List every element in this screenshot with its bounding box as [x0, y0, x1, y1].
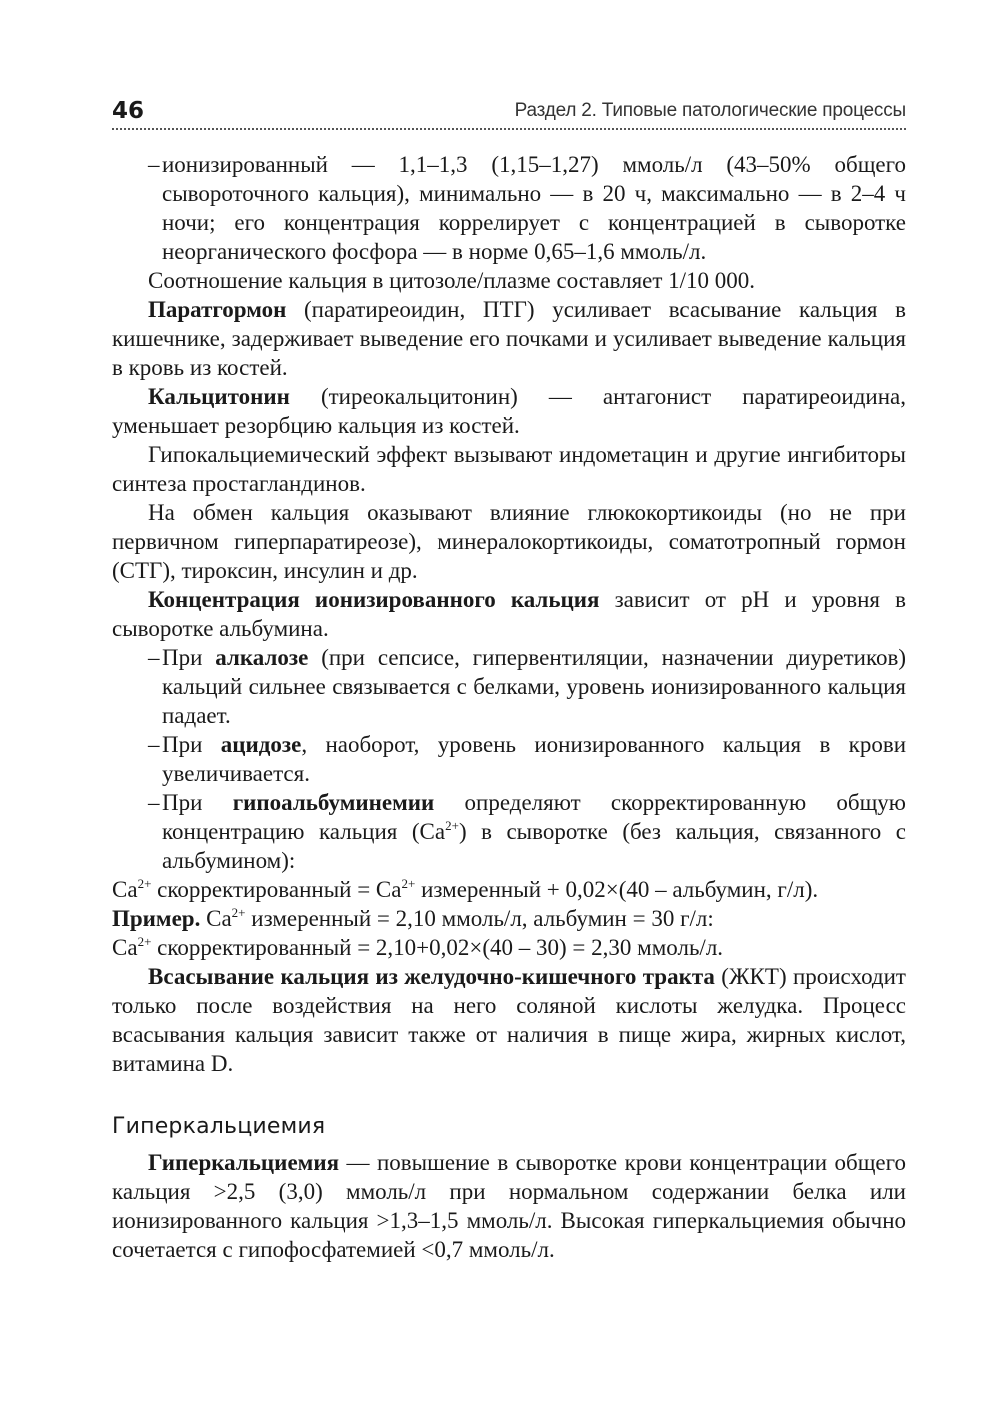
term-alkalosis: алкалозе: [215, 645, 309, 670]
page-header: [112, 96, 906, 130]
example-label: Пример.: [112, 906, 201, 931]
term-pth: Паратгормон: [148, 297, 287, 322]
term-absorption: Всасывание кальция из желудочно-кишечного тракта: [148, 964, 715, 989]
list-item-hypoalbuminemia: – При гипоальбуминемии определяют скорректированную общую концентрацию кальция $(Са^{2+})$ в сыворотке (без кальция, связанного с альбумином):: [148, 790, 906, 873]
paragraph-calcitonin: Кальцитонин (тиреокальцитонин) — антагонист паратиреоидина, уменьшает резорбцию кальция из костей.: [112, 384, 906, 438]
paragraph-pth: Паратгормон (паратиреоидин, ПТГ) усиливает всасывание кальция в кишечнике, задерживает выведение его почками и усиливает выведение кальция в кровь из костей.: [112, 297, 906, 380]
example-formula: $Са^{2+}$ скорректированный = 2,10+0,02×(40 – 30) = 2,30 ммоль/л.: [112, 934, 724, 960]
term-ionized-concentration: Концентрация ионизированного кальция: [148, 587, 600, 612]
list-item-alkalosis: – При алкалозе (при сепсисе, гипервентиляции, назначении диуретиков) кальций сильнее связывается с белками, уровень ионизированного кальция падает.: [148, 645, 906, 728]
header-dotted-rule: [112, 128, 906, 130]
list-item-ionized: – ионизированный — 1,1–1,3 (1,15–1,27) ммоль/л (43–50% общего сывороточного кальция), минимально — в 20 ч, максимально — в 2–4 ч ночи; его концентрация коррелирует с концентрацией в сыворотке неорганического фосфора — в норме 0,65–1,6 ммоль/л.: [148, 152, 906, 264]
term-calcitonin: Кальцитонин: [148, 384, 290, 409]
page-number: 46: [112, 98, 145, 124]
example-line: Пример. $Са^{2+}$ измеренный = 2,10 ммоль/л, альбумин = 30 г/л:: [112, 905, 714, 931]
paragraph-hypercalcemia: Гиперкальциемия — повышение в сыворотке крови концентрации общего кальция >2,5 (3,0) ммоль/л при нормальном содержании белка или ионизированного кальция >1,3–1,5 ммоль/л. Высокая гиперкальциемия обычно сочетается с гипофосфатемией <0,7 ммоль/л.: [112, 1150, 906, 1262]
paragraph-hypocalcemic-effect: Гипокальциемический эффект вызывают индометацин и другие ингибиторы синтеза простагландинов.: [112, 442, 906, 496]
heading-hypercalcemia: Гиперкальциемия: [112, 1114, 326, 1139]
list-item-acidosis: – При ацидозе, наоборот, уровень ионизированного кальция в крови увеличивается.: [148, 732, 907, 786]
page-body: [112, 150, 906, 1264]
term-hypoalbuminemia: гипоальбуминемии: [232, 790, 435, 815]
term-acidosis: ацидозе: [220, 732, 302, 757]
paragraph-calcium-exchange: На обмен кальция оказывают влияние глюкокортикоиды (но не при первичном гиперпаратиреозе), минералокортикоиды, соматотропный гормон (СТГ), тироксин, инсулин и др.: [112, 500, 906, 583]
formula-corrected-calcium: $Са^{2+}$ скорректированный = $Са^{2+}$ измеренный + 0,02×(40 – альбумин, г/л).: [112, 876, 819, 902]
paragraph-absorption: Всасывание кальция из желудочно-кишечного тракта (ЖКТ) происходит только после воздействия на него соляной кислоты желудка. Процесс всасывания кальция зависит также от наличия в пище жира, жирных кислот, витамина D.: [112, 964, 906, 1076]
paragraph-ratio: Соотношение кальция в цитозоле/плазме составляет 1/10 000.: [148, 268, 756, 293]
term-hypercalcemia: Гиперкальциемия: [148, 1150, 340, 1175]
running-section-title: Раздел 2. Типовые патологические процессы: [514, 100, 906, 121]
paragraph-ionized-concentration: Концентрация ионизированного кальция зависит от pH и уровня в сыворотке альбумина.: [112, 587, 906, 641]
